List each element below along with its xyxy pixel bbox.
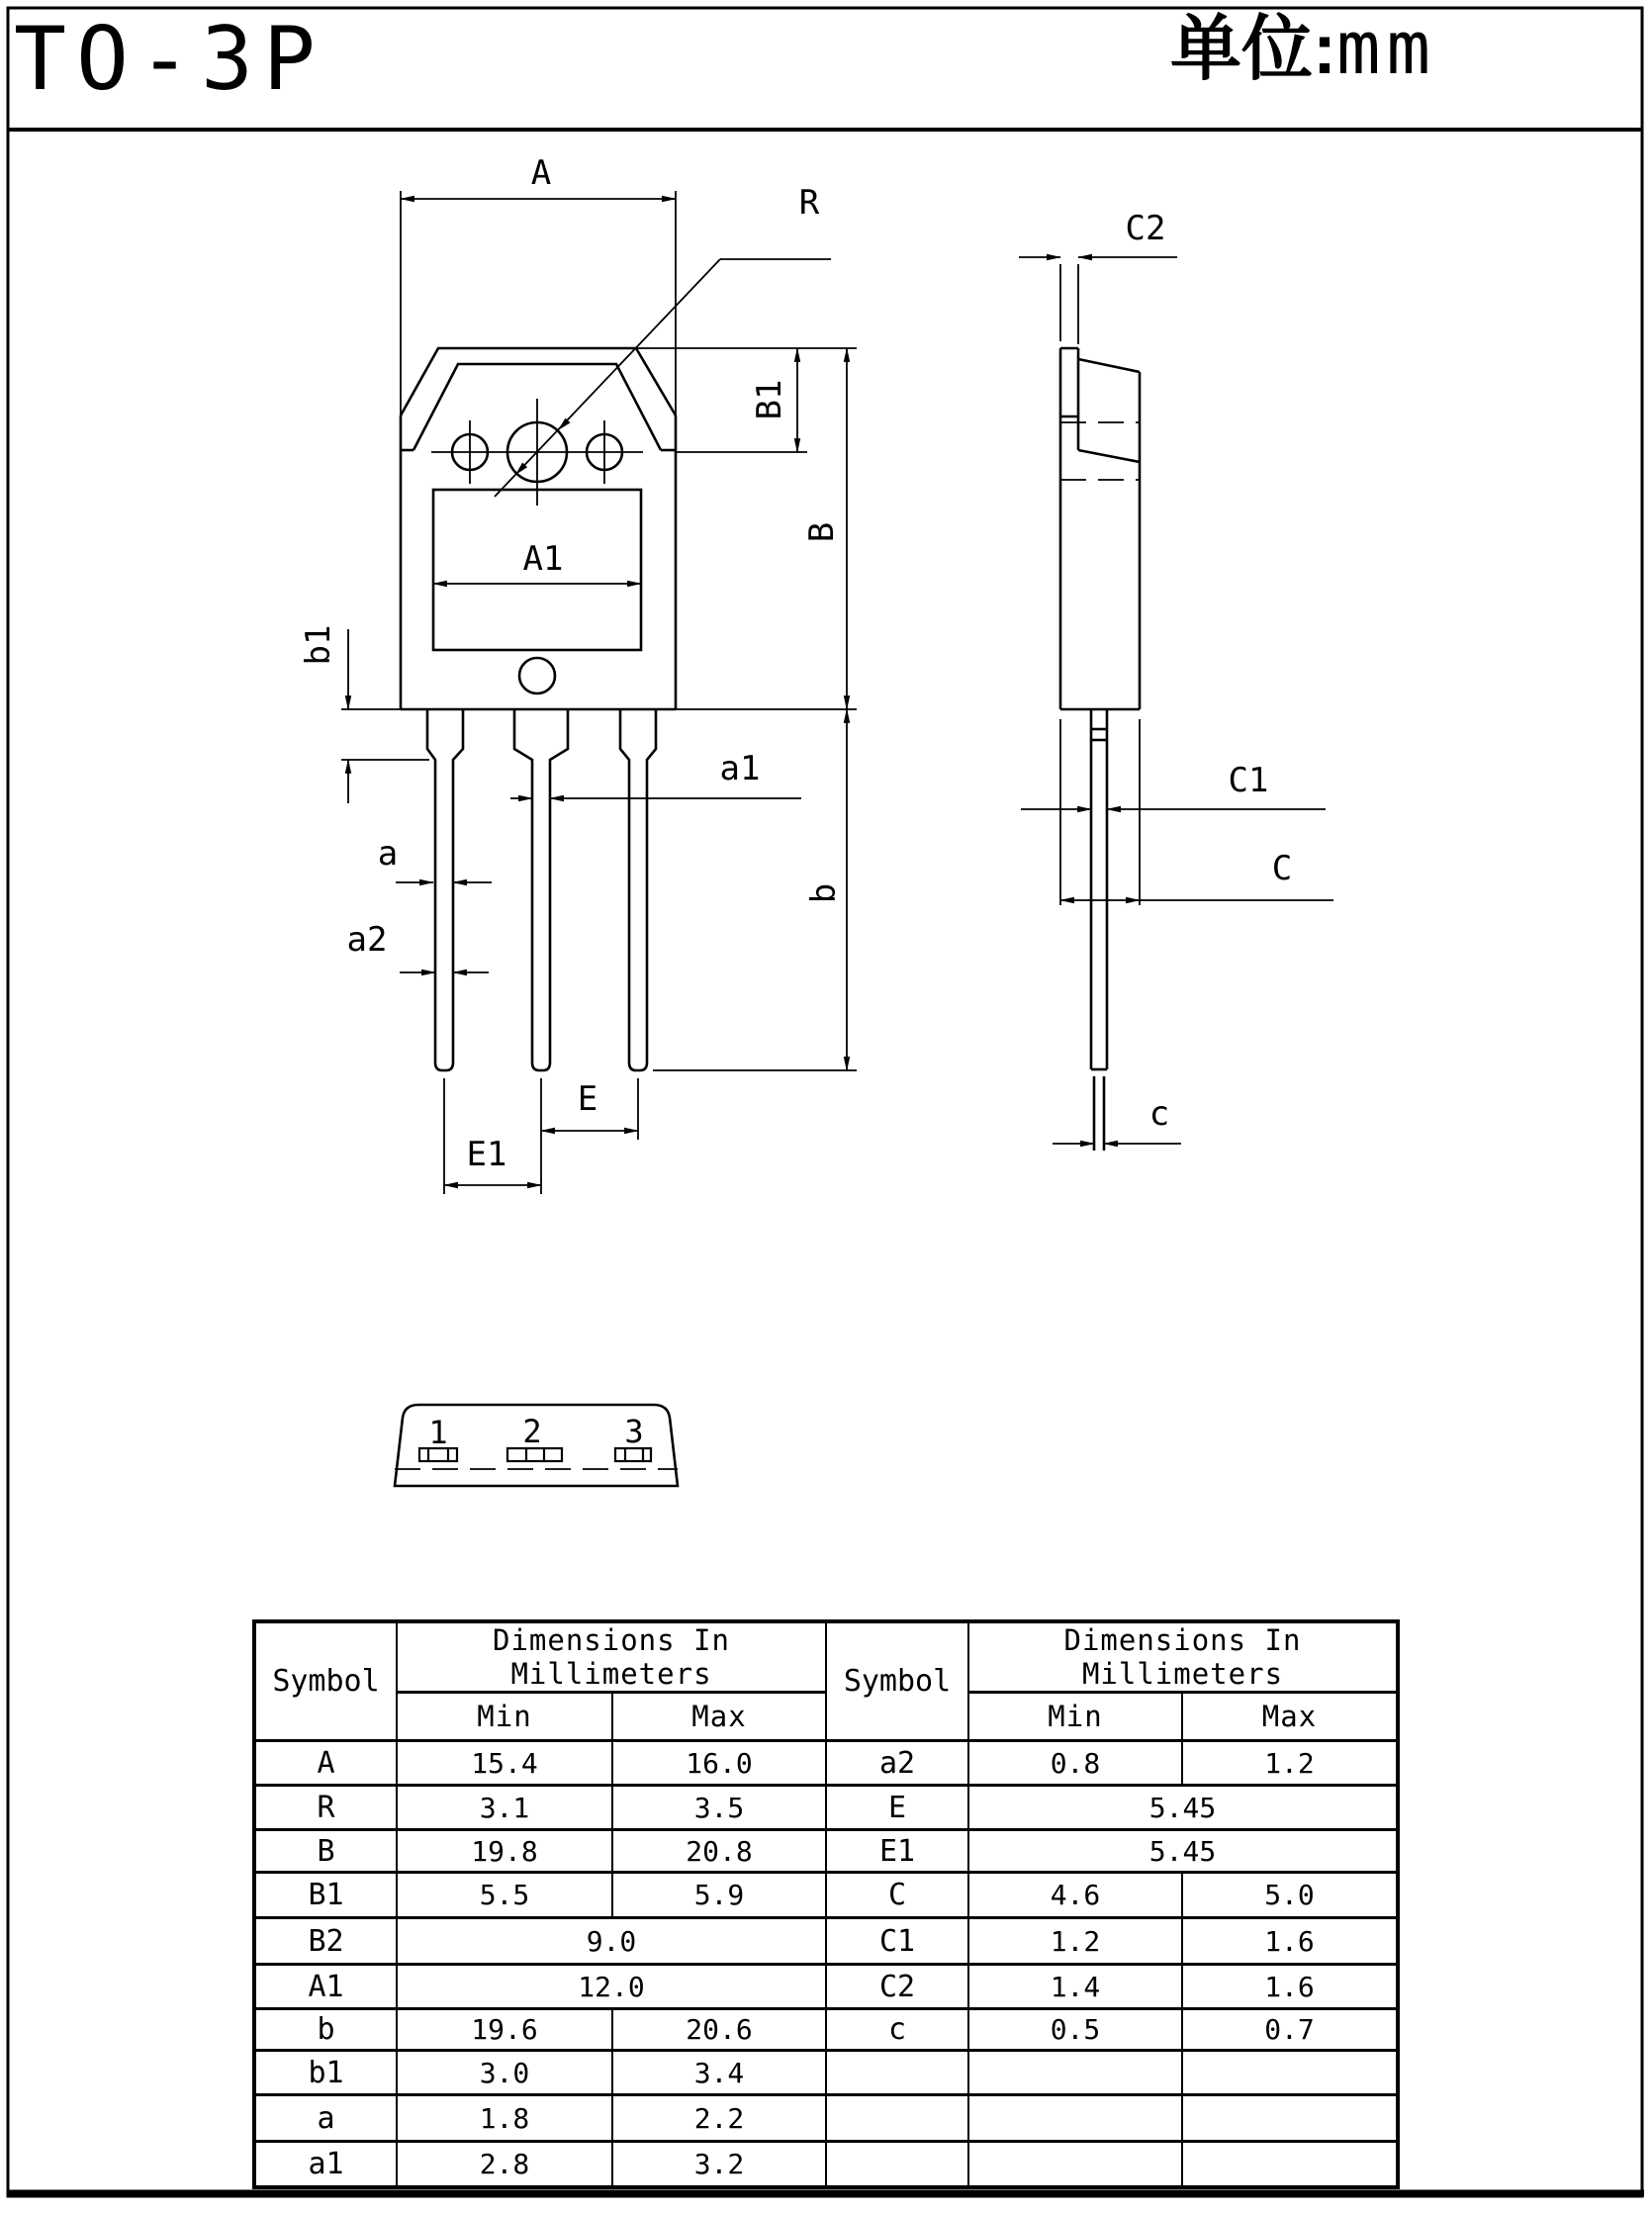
merged-value-cell: 5.45	[968, 1830, 1398, 1873]
empty-cell	[968, 2095, 1182, 2142]
max-header: Max	[612, 1693, 826, 1741]
unit-value: mm	[1335, 6, 1437, 91]
table-header-row	[254, 1621, 1398, 1693]
max-cell: 20.6	[612, 2009, 826, 2051]
empty-cell	[968, 2142, 1182, 2187]
symbol-cell: C1	[826, 1918, 968, 1965]
min-cell: 1.2	[968, 1918, 1182, 1965]
min-cell: 0.8	[968, 1741, 1182, 1786]
dim-label-E: E	[577, 1079, 598, 1119]
max-cell: 3.2	[612, 2142, 826, 2187]
empty-cell	[1182, 2095, 1398, 2142]
max-cell: 3.5	[612, 1786, 826, 1830]
max-cell: 1.6	[1182, 1918, 1398, 1965]
pin-number-3: 3	[624, 1413, 644, 1450]
symbol-header: Symbol	[826, 1621, 968, 1741]
dim-label-R: R	[798, 183, 820, 223]
dimensions-header: Dimensions In Millimeters	[397, 1621, 826, 1693]
symbol-cell: R	[254, 1786, 397, 1830]
symbol-cell: b	[254, 2009, 397, 2051]
max-cell: 16.0	[612, 1741, 826, 1786]
dimensions-table	[252, 1619, 1400, 2189]
unit-label: 单位:	[1170, 10, 1336, 89]
min-header: Min	[397, 1693, 612, 1741]
merged-value-cell: 5.45	[968, 1786, 1398, 1830]
front-view	[299, 153, 857, 1194]
max-cell: 5.9	[612, 1873, 826, 1918]
empty-cell	[968, 2051, 1182, 2095]
table-row	[254, 2009, 1398, 2051]
table-row	[254, 2095, 1398, 2142]
max-header: Max	[1182, 1693, 1398, 1741]
min-cell: 19.8	[397, 1830, 612, 1873]
dim-label-B1: B1	[750, 379, 789, 420]
empty-cell	[1182, 2142, 1398, 2187]
min-cell: 1.8	[397, 2095, 612, 2142]
side-view	[1019, 209, 1333, 1151]
body-dimple	[519, 658, 555, 693]
dim-label-a: a	[377, 834, 399, 874]
empty-cell	[1182, 2051, 1398, 2095]
table-row	[254, 2051, 1398, 2095]
table-row	[254, 1965, 1398, 2009]
min-cell: 1.4	[968, 1965, 1182, 2009]
dim-label-a1: a1	[719, 749, 761, 788]
symbol-header: Symbol	[254, 1621, 397, 1741]
dim-label-C2: C2	[1125, 209, 1166, 248]
min-cell: 19.6	[397, 2009, 612, 2051]
min-header: Min	[968, 1693, 1182, 1741]
table-row	[254, 1741, 1398, 1786]
min-cell: 5.5	[397, 1873, 612, 1918]
max-cell: 3.4	[612, 2051, 826, 2095]
max-cell: 5.0	[1182, 1873, 1398, 1918]
pin-number-2: 2	[522, 1413, 542, 1450]
dim-label-B: B	[802, 521, 842, 543]
min-cell: 4.6	[968, 1873, 1182, 1918]
bevel-slant-bottom	[1078, 450, 1140, 462]
lead-1	[427, 709, 463, 1070]
package-body-top	[401, 348, 676, 415]
min-cell: 2.8	[397, 2142, 612, 2187]
dim-label-C: C	[1271, 849, 1293, 888]
symbol-cell: B	[254, 1830, 397, 1873]
bottom-view	[395, 1405, 678, 1486]
symbol-cell: B2	[254, 1918, 397, 1965]
dim-label-A1: A1	[522, 539, 564, 579]
symbol-cell: A	[254, 1741, 397, 1786]
symbol-cell: c	[826, 2009, 968, 2051]
empty-cell	[826, 2142, 968, 2187]
symbol-cell: E	[826, 1786, 968, 1830]
dim-label-b1: b1	[299, 624, 338, 666]
max-cell: 1.2	[1182, 1741, 1398, 1786]
symbol-cell: A1	[254, 1965, 397, 2009]
empty-cell	[826, 2051, 968, 2095]
symbol-cell: C2	[826, 1965, 968, 2009]
min-cell: 0.5	[968, 2009, 1182, 2051]
leader-R-diagonal	[495, 259, 720, 497]
merged-value-cell: 12.0	[397, 1965, 826, 2009]
lead-2	[514, 709, 568, 1070]
merged-value-cell: 9.0	[397, 1918, 826, 1965]
min-cell: 15.4	[397, 1741, 612, 1786]
min-cell: 3.1	[397, 1786, 612, 1830]
symbol-cell: B1	[254, 1873, 397, 1918]
max-cell: 1.6	[1182, 1965, 1398, 2009]
max-cell: 0.7	[1182, 2009, 1398, 2051]
symbol-cell: b1	[254, 2051, 397, 2095]
bevel-slant-top	[1078, 359, 1140, 372]
lead-3	[620, 709, 656, 1070]
page-title: TO-3P	[14, 8, 325, 110]
empty-cell	[826, 2095, 968, 2142]
dim-label-A: A	[530, 153, 552, 193]
max-cell: 2.2	[612, 2095, 826, 2142]
table-row	[254, 2142, 1398, 2187]
table-row	[254, 1873, 1398, 1918]
symbol-cell: a1	[254, 2142, 397, 2187]
dim-label-a2: a2	[346, 920, 388, 960]
dimensions-header: Dimensions In Millimeters	[968, 1621, 1398, 1693]
dim-label-E1: E1	[466, 1135, 507, 1174]
symbol-cell: C	[826, 1873, 968, 1918]
table-row	[254, 1786, 1398, 1830]
min-cell: 3.0	[397, 2051, 612, 2095]
pin-number-1: 1	[428, 1414, 448, 1451]
dim-label-c: c	[1148, 1094, 1170, 1134]
symbol-cell: a	[254, 2095, 397, 2142]
symbol-cell: a2	[826, 1741, 968, 1786]
dim-label-C1: C1	[1228, 761, 1269, 800]
dim-label-b: b	[804, 882, 844, 904]
symbol-cell: E1	[826, 1830, 968, 1873]
table-row	[254, 1918, 1398, 1965]
table-row	[254, 1830, 1398, 1873]
max-cell: 20.8	[612, 1830, 826, 1873]
